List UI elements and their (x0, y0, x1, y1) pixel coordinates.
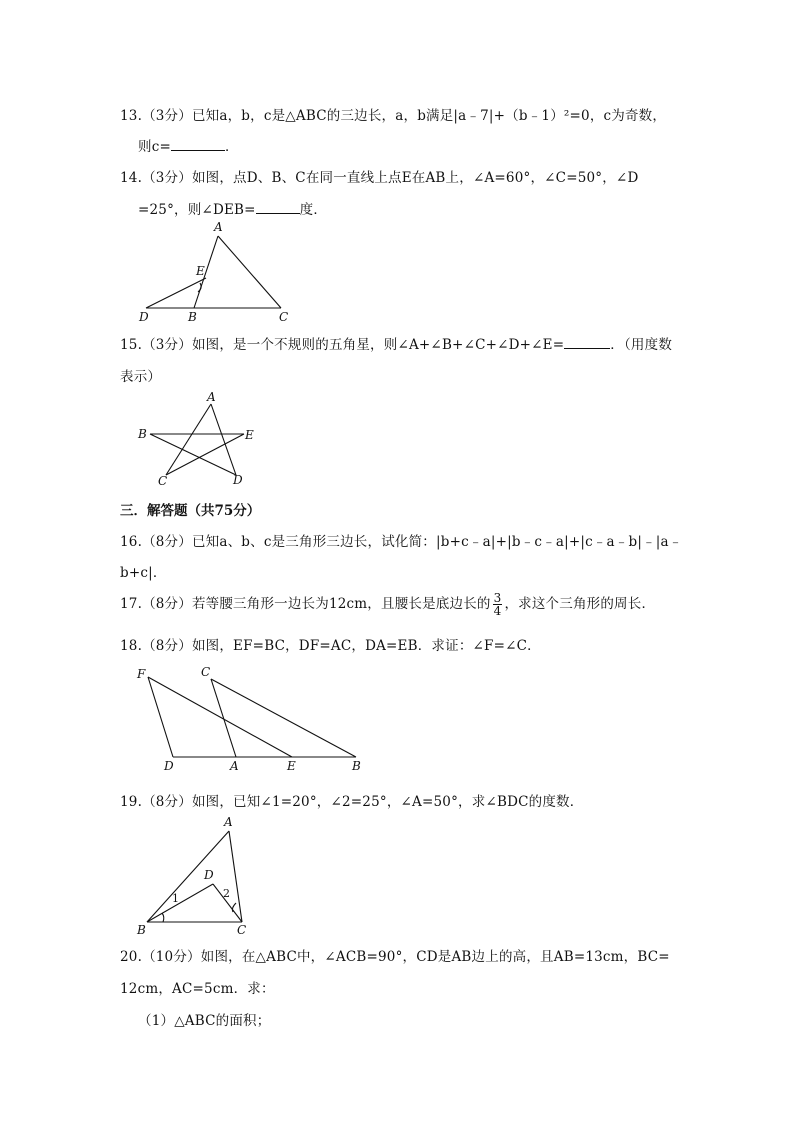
q14-line1: 14.（3分）如图，点D、B、C在同一直线上点E在AB上，∠A=60°，∠C=50°，∠D (120, 170, 639, 186)
q14-label-c: C (279, 310, 289, 324)
q14-label-d: D (139, 310, 149, 324)
q16-line2: b+c|． (120, 565, 167, 581)
q18-label-c: C (201, 665, 211, 679)
q19-label-angle2: 2 (223, 887, 230, 900)
q19-label-c: C (237, 923, 247, 937)
q19-label-a: A (224, 815, 233, 829)
q13-line1: 13.（3分）已知a，b，c是△ABC的三边长，a，b满足|a﹣7|+（b﹣1）²=0，c为奇数， (120, 108, 667, 124)
q20-line3: （1）△ABC的面积； (138, 1013, 271, 1029)
q14-label-e: E (196, 264, 205, 278)
q15-label-b: B (138, 427, 147, 441)
q19-triangle (147, 831, 242, 922)
q14-prefix: =25°，则∠DEB= (138, 202, 256, 218)
q14-label-a: A (214, 220, 223, 234)
q17-after: ，求这个三角形的周长． (504, 596, 656, 612)
section-3-title: 三．解答题（共75分） (120, 503, 261, 519)
q18-label-d: D (164, 759, 174, 773)
q18-line1: 18.（8分）如图，EF=BC，DF=AC，DA=EB．求证：∠F=∠C． (120, 638, 541, 654)
q13-prefix: 则c= (138, 139, 171, 155)
q15-label-d: D (233, 473, 243, 487)
q20-line2: 12cm，AC=5cm．求： (120, 981, 275, 997)
q15-label-e: E (245, 428, 254, 442)
q19-label-d: D (204, 868, 214, 882)
q15-line2: 表示） (120, 369, 162, 385)
q18-label-f: F (137, 667, 146, 681)
q17-denominator: 4 (493, 604, 502, 618)
q16-line1: 16.（8分）已知a、b、c是三角形三边长，试化简：|b+c﹣a|+|b﹣c﹣a|+|c﹣a﹣b|﹣|a﹣ (120, 534, 683, 550)
q17-numerator: 3 (493, 591, 502, 605)
q13-end: ． (224, 139, 239, 155)
q19-label-angle1: 1 (172, 892, 179, 905)
q18-label-b: B (352, 759, 361, 773)
q15-end: ．（用度数 (610, 337, 673, 353)
q15-label-c: C (158, 474, 168, 488)
q20-line1: 20.（10分）如图，在△ABC中，∠ACB=90°，CD是AB边上的高，且AB=13cm，BC= (120, 949, 670, 965)
q15-label-a: A (207, 390, 216, 404)
q18-label-e: E (287, 759, 296, 773)
q14-label-b: B (188, 310, 197, 324)
q17-before: 17.（8分）若等腰三角形一边长为12cm，且腰长是底边长的 (120, 596, 491, 612)
q15-text: 15.（3分）如图，是一个不规则的五角星，则∠A+∠B+∠C+∠D+∠E= (120, 337, 565, 353)
q19-label-b: B (137, 923, 146, 937)
q18-label-a: A (230, 759, 239, 773)
q19-line1: 19.（8分）如图，已知∠1=20°，∠2=25°，∠A=50°，求∠BDC的度数． (120, 794, 584, 810)
q14-end: 度． (299, 202, 328, 218)
